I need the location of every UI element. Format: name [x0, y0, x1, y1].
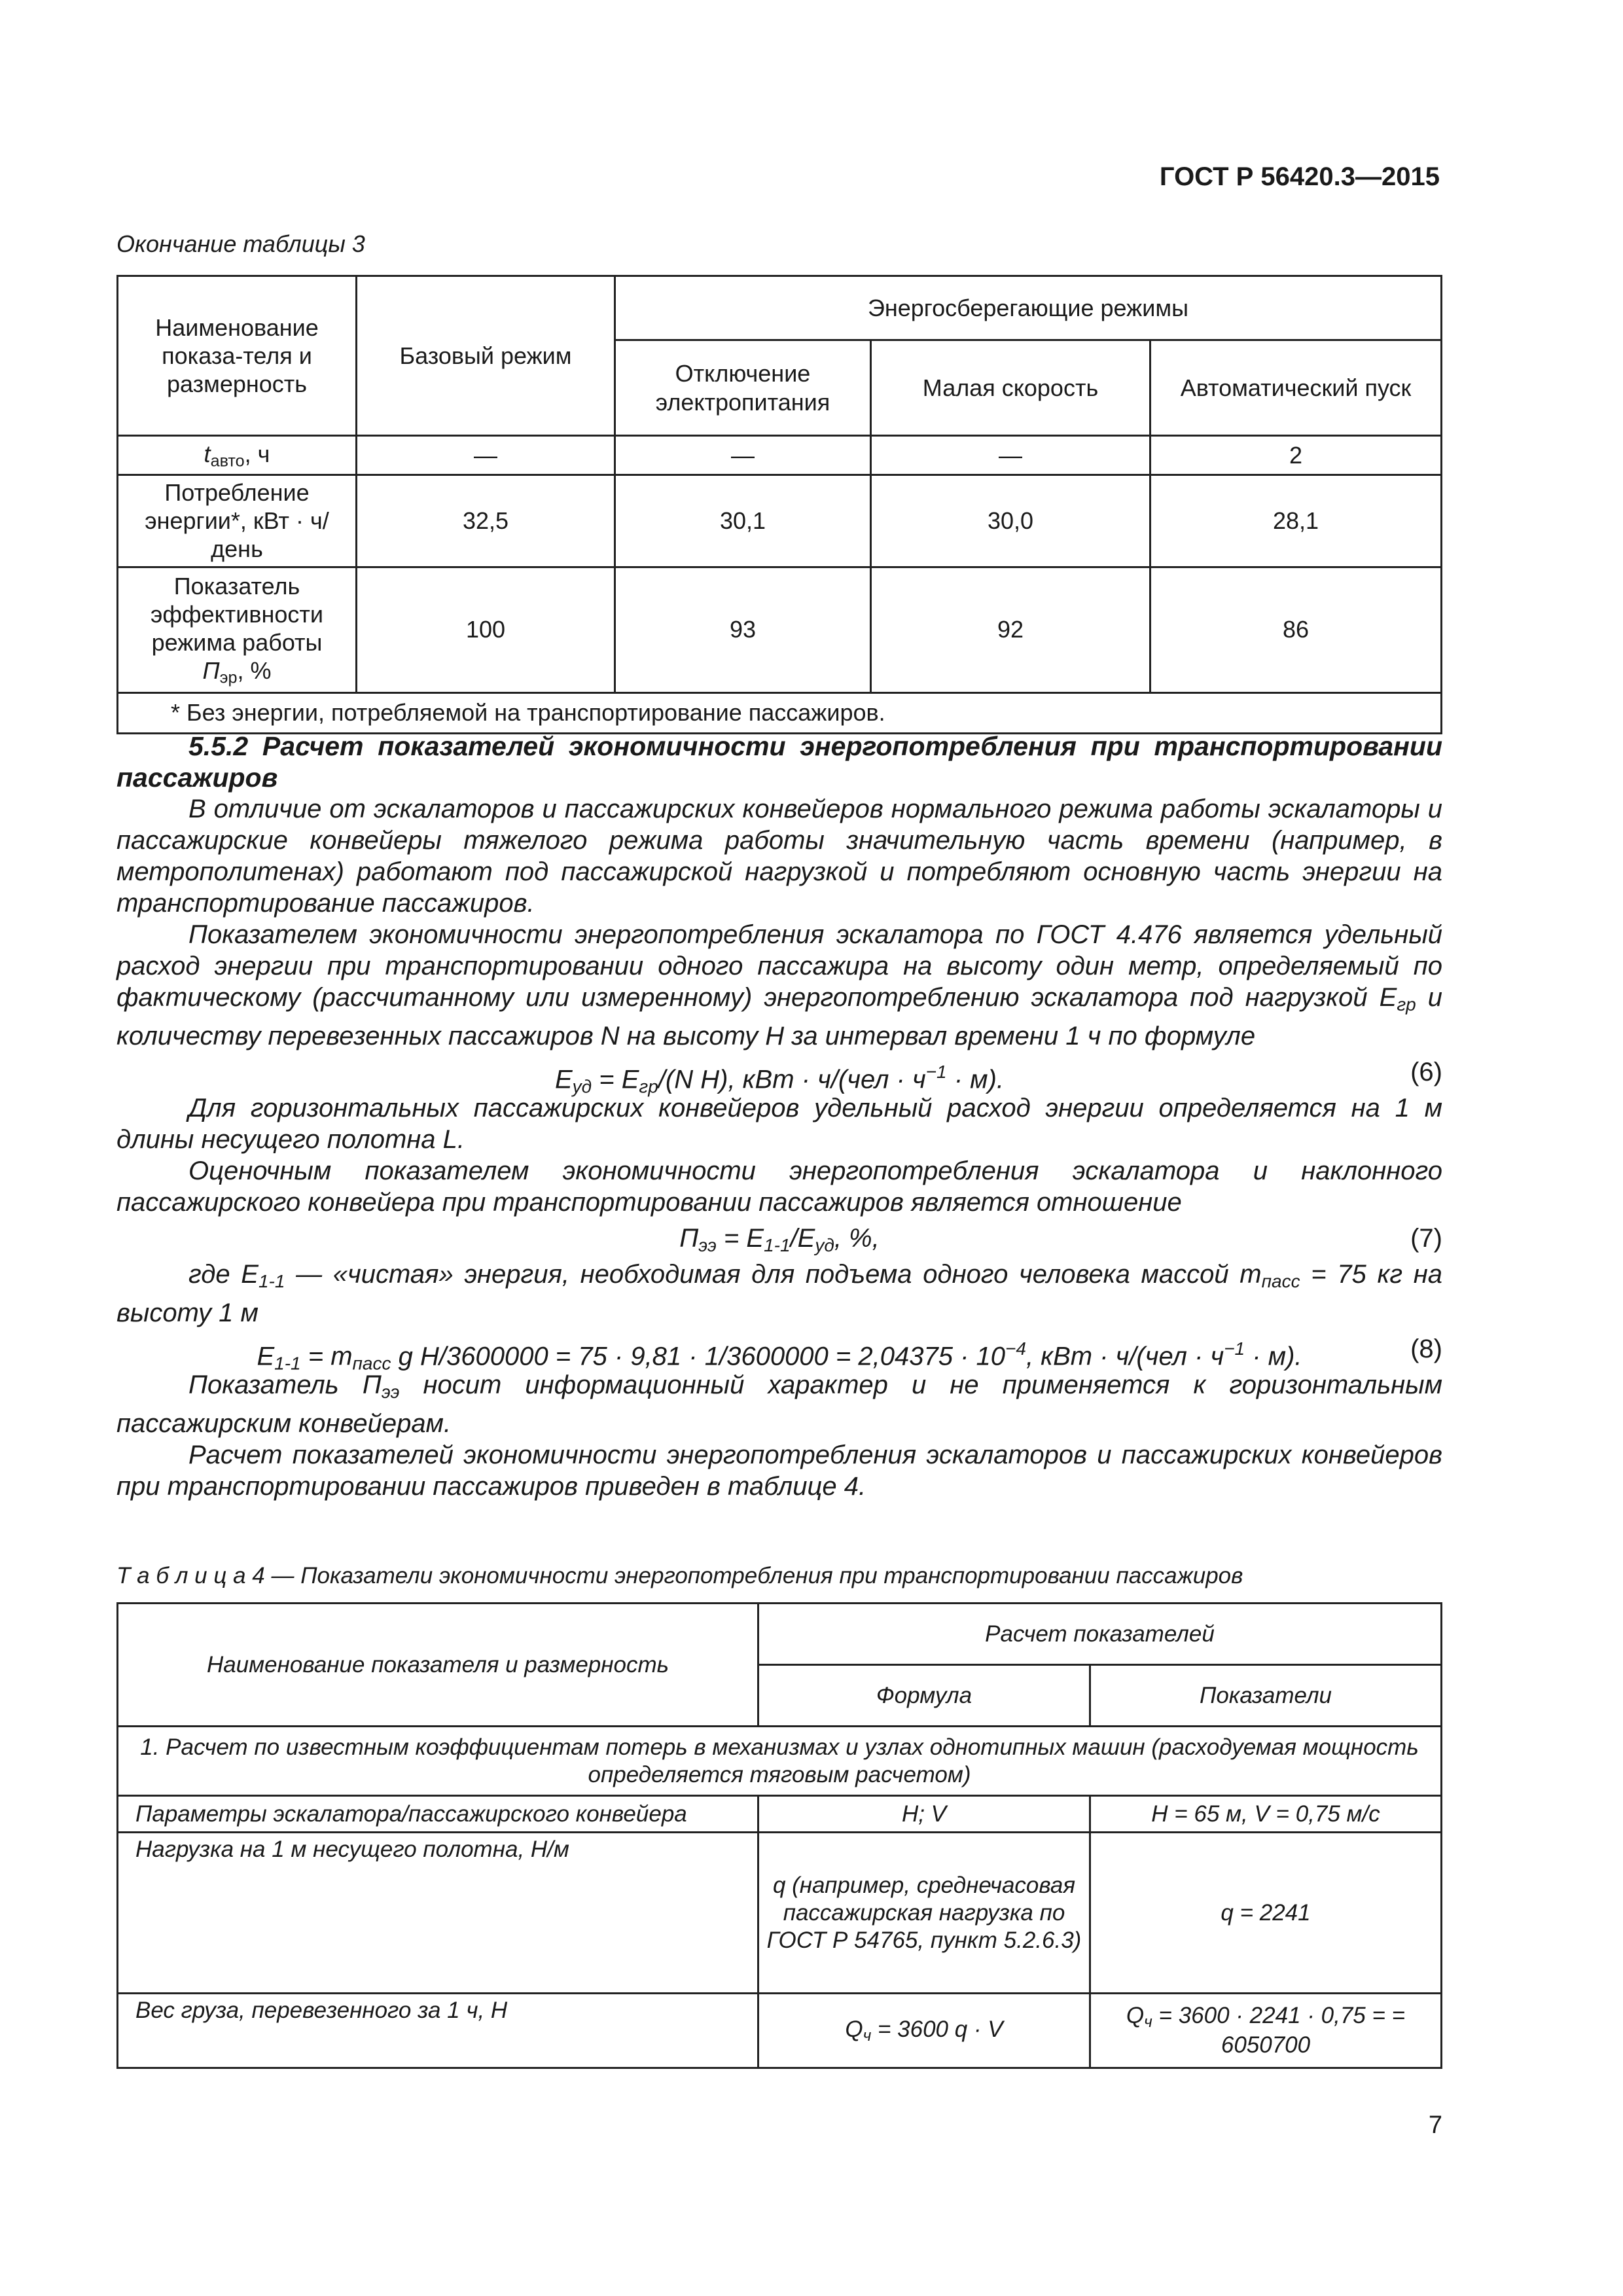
- paragraph: Показателем экономичности энергопотребления эскалатора по ГОСТ 4.476 является удельный расход энергии при транспортировании одного пассажира на высоту один метр, определяемый по фактическому (рассчитанному или измеренному) энергопотреблению эскалатора под нагрузкой $E_{гр}$ и количеству перевезенных пассажиров N на высоту H за интервал времени 1 ч по формуле: [116, 920, 1442, 1050]
- table4-cell-name: Нагрузка на 1 м несущего полотна, Н/м: [118, 1833, 758, 1994]
- table3-cell-low: 30,0: [871, 475, 1150, 567]
- equation-number: (8): [1410, 1335, 1442, 1363]
- table4-cell-value: q = 2241: [1090, 1833, 1442, 1994]
- table4-group-heading: 1. Расчет по известным коэффициентам потерь в механизмах и узлах однотипных машин (расходуемая мощность определяется тяговым расчетом): [118, 1727, 1442, 1796]
- section-5-5-2: [116, 730, 1442, 1502]
- table4-cell-value: $Q_ч = 3600 \cdot 2241 \cdot 0,75$ = = 6050700: [1090, 1994, 1442, 2068]
- table3-cell-name: Потребление энергии*, кВт · ч/день: [118, 475, 357, 567]
- table-3: [116, 275, 1442, 734]
- section-heading: 5.5.2 Расчет показателей экономичности энергопотребления при транспортировании пассажиров: [116, 731, 1442, 793]
- table-row: [118, 567, 1442, 692]
- table3-cell-auto: 86: [1150, 567, 1442, 692]
- table4-cell-formula: $Q_ч = 3600$ q · V: [758, 1994, 1090, 2068]
- table3-header-low: Малая скорость: [871, 340, 1150, 436]
- table-4: [116, 1602, 1442, 2069]
- table-row: [118, 1796, 1442, 1833]
- table-row: [118, 1833, 1442, 1994]
- equation-6: $E_{уд} = E_{гр}/(N$ H), кВт · $ч/(чел \cdot ч^{-1} \cdot м)$. (6): [116, 1052, 1442, 1092]
- table3-cell-base: 100: [357, 567, 615, 692]
- document-code: ГОСТ Р 56420.3—2015: [1159, 162, 1440, 191]
- table3-footnote: * Без энергии, потребляемой на транспортирование пассажиров.: [118, 692, 1442, 733]
- table-row: [118, 436, 1442, 475]
- table3-cell-auto: 28,1: [1150, 475, 1442, 567]
- table3-cell-low: —: [871, 436, 1150, 475]
- page-number: 7: [1428, 2111, 1442, 2139]
- table3-cell-base: 32,5: [357, 475, 615, 567]
- paragraph: Для горизонтальных пассажирских конвейеров удельный расход энергии определяется на 1 м длины несущего полотна L.: [116, 1094, 1442, 1154]
- table3-cell-off: 30,1: [615, 475, 871, 567]
- table4-header-calc: Расчет показателей: [758, 1604, 1442, 1665]
- equation-number: (6): [1410, 1058, 1442, 1086]
- paragraph: Показатель $П_{ээ}$ носит информационный характер и не применяется к горизонтальным пассажирским конвейерам.: [116, 1371, 1442, 1438]
- table4-cell-formula: H; V: [758, 1796, 1090, 1833]
- table4-header-values: Показатели: [1090, 1665, 1442, 1727]
- table3-cell-off: —: [615, 436, 871, 475]
- table3-header-name: Наименование показа-теля и размерность: [118, 276, 357, 436]
- table3-cell-name: $t_{авто}$, ч: [118, 436, 357, 475]
- equation-7: $П_{ээ} = E_{1-1}/E_{уд}$, %, (7): [116, 1218, 1442, 1259]
- table-row: [118, 475, 1442, 567]
- table4-caption: Т а б л и ц а 4 — Показатели экономичности энергопотребления при транспортировании пассажиров: [116, 1563, 1243, 1588]
- table3-cell-base: —: [357, 436, 615, 475]
- table3-header-off: Отключение электропитания: [615, 340, 871, 436]
- table3-caption: Окончание таблицы 3: [116, 230, 365, 257]
- table4-cell-name: Параметры эскалатора/пассажирского конвейера: [118, 1796, 758, 1833]
- table4-header-name: Наименование показателя и размерность: [118, 1604, 758, 1727]
- table-row: [118, 1994, 1442, 2068]
- paragraph: Оценочным показателем экономичности энергопотребления эскалатора и наклонного пассажирского конвейера при транспортировании пассажиров является отношение: [116, 1157, 1442, 1217]
- table3-cell-auto: 2: [1150, 436, 1442, 475]
- paragraph: где $E_{1-1}$ — «чистая» энергия, необходимая для подъема одного человека массой $m_{пасс} = 75$ кг на высоту 1 м: [116, 1260, 1442, 1327]
- table4-cell-value: H = 65 м, V = 0,75 м/с: [1090, 1796, 1442, 1833]
- equation-number: (7): [1410, 1224, 1442, 1253]
- table3-cell-low: 92: [871, 567, 1150, 692]
- table3-header-base: Базовый режим: [357, 276, 615, 436]
- table3-header-saving: Энергосберегающие режимы: [615, 276, 1442, 340]
- table3-cell-name: Показатель эффективности режима работы $П_{эр}$, %: [118, 567, 357, 692]
- paragraph: В отличие от эскалаторов и пассажирских конвейеров нормального режима работы эскалаторы и пассажирские конвейеры тяжелого режима работы значительную часть времени (например, в метрополитенах) работают под пассажирской нагрузкой и потребляют основную часть энергии на транспортирование пассажиров.: [116, 795, 1442, 918]
- equation-8: $E_{1-1} = m_{пасс}$ g $H/3600000 = 75 \cdot 9,81 \cdot 1/3600000 = 2,04375 \cdot 10^{-4}$, кВт · $ч/(чел \cdot ч^{-1} \cdot м)$. (8): [116, 1329, 1442, 1369]
- table4-header-formula: Формула: [758, 1665, 1090, 1727]
- paragraph: Расчет показателей экономичности энергопотребления эскалаторов и пассажирских конвейеров при транспортировании пассажиров приведен в таблице 4.: [116, 1441, 1442, 1501]
- table4-cell-name: Вес груза, перевезенного за 1 ч, Н: [118, 1994, 758, 2068]
- table3-header-auto: Автоматический пуск: [1150, 340, 1442, 436]
- table3-cell-off: 93: [615, 567, 871, 692]
- table4-cell-formula: q (например, среднечасовая пассажирская нагрузка по ГОСТ Р 54765, пункт 5.2.6.3): [758, 1833, 1090, 1994]
